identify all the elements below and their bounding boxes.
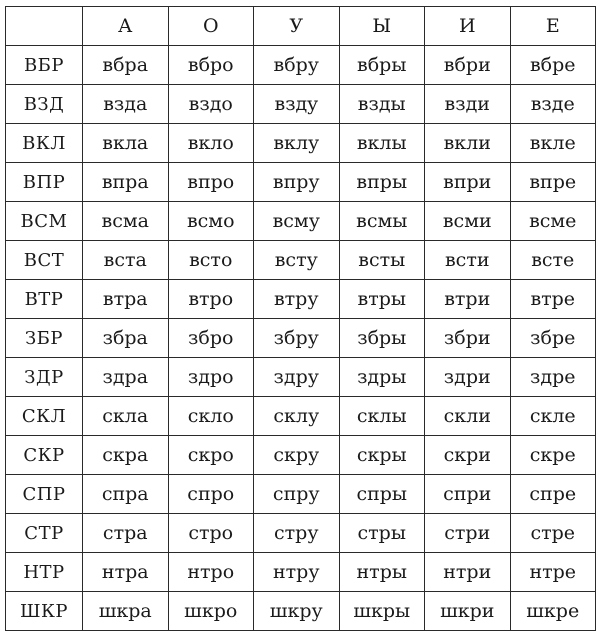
consonant-cluster-label: ВБР — [6, 46, 83, 85]
consonant-cluster-label: ВЗД — [6, 85, 83, 124]
syllable-cell: здри — [425, 358, 511, 397]
syllable-cell: вкле — [510, 124, 596, 163]
syllable-cell: взде — [510, 85, 596, 124]
table-row — [6, 85, 596, 124]
syllable-cell: вбре — [510, 46, 596, 85]
syllable-cell: всте — [510, 241, 596, 280]
syllable-cell: шкры — [339, 592, 425, 631]
syllable-cell: скле — [510, 397, 596, 436]
table-row — [6, 46, 596, 85]
syllable-cell: втры — [339, 280, 425, 319]
table-row — [6, 514, 596, 553]
consonant-cluster-label: СПР — [6, 475, 83, 514]
syllable-cell: шкру — [254, 592, 340, 631]
consonant-cluster-label: ВТР — [6, 280, 83, 319]
syllable-cell: впри — [425, 163, 511, 202]
syllable-cell: збру — [254, 319, 340, 358]
syllable-cell: впру — [254, 163, 340, 202]
syllable-cell: скри — [425, 436, 511, 475]
syllable-cell: збра — [83, 319, 169, 358]
syllable-cell: шкро — [168, 592, 254, 631]
syllable-cell: втри — [425, 280, 511, 319]
syllable-cell: шкра — [83, 592, 169, 631]
syllable-cell: стры — [339, 514, 425, 553]
table-row — [6, 319, 596, 358]
vowel-header: У — [254, 7, 340, 46]
header-row — [6, 7, 596, 46]
consonant-cluster-label: СКЛ — [6, 397, 83, 436]
syllable-cell: вcти — [425, 241, 511, 280]
syllable-cell: здра — [83, 358, 169, 397]
syllable-cell: спра — [83, 475, 169, 514]
consonant-cluster-label: СКР — [6, 436, 83, 475]
syllable-cell: скре — [510, 436, 596, 475]
syllable-table — [5, 6, 596, 631]
syllable-cell: вбро — [168, 46, 254, 85]
syllable-cell: здро — [168, 358, 254, 397]
vowel-header: И — [425, 7, 511, 46]
table-row — [6, 163, 596, 202]
syllable-cell: вклу — [254, 124, 340, 163]
syllable-cell: втре — [510, 280, 596, 319]
syllable-cell: здры — [339, 358, 425, 397]
syllable-cell: вбры — [339, 46, 425, 85]
syllable-cell: взди — [425, 85, 511, 124]
table-row — [6, 202, 596, 241]
table-row — [6, 475, 596, 514]
syllable-cell: всмы — [339, 202, 425, 241]
syllable-cell: вста — [83, 241, 169, 280]
syllable-cell: взда — [83, 85, 169, 124]
table-row — [6, 280, 596, 319]
consonant-cluster-label: СТР — [6, 514, 83, 553]
syllable-cell: спро — [168, 475, 254, 514]
syllable-cell: вбри — [425, 46, 511, 85]
syllable-cell: спру — [254, 475, 340, 514]
consonant-cluster-label: ВПР — [6, 163, 83, 202]
syllable-cell: стре — [510, 514, 596, 553]
syllable-cell: взды — [339, 85, 425, 124]
syllable-cell: вздy — [254, 85, 340, 124]
syllable-cell: спри — [425, 475, 511, 514]
syllable-cell: здру — [254, 358, 340, 397]
syllable-cell: вздо — [168, 85, 254, 124]
syllable-cell: всми — [425, 202, 511, 241]
syllable-cell: нтре — [510, 553, 596, 592]
syllable-cell: нтри — [425, 553, 511, 592]
syllable-cell: всме — [510, 202, 596, 241]
syllable-cell: скло — [168, 397, 254, 436]
table-row — [6, 553, 596, 592]
syllable-cell: вкли — [425, 124, 511, 163]
syllable-cell: впро — [168, 163, 254, 202]
syllable-cell: втру — [254, 280, 340, 319]
syllable-cell: збры — [339, 319, 425, 358]
syllable-cell: спре — [510, 475, 596, 514]
syllable-cell: втро — [168, 280, 254, 319]
syllable-cell: вбру — [254, 46, 340, 85]
syllable-cell: всто — [168, 241, 254, 280]
syllable-cell: вбра — [83, 46, 169, 85]
syllable-cell: всму — [254, 202, 340, 241]
syllable-cell: збри — [425, 319, 511, 358]
vowel-header: Е — [510, 7, 596, 46]
vowel-header: О — [168, 7, 254, 46]
syllable-cell: втра — [83, 280, 169, 319]
syllable-cell: всма — [83, 202, 169, 241]
syllable-cell: вcты — [339, 241, 425, 280]
syllable-cell: впры — [339, 163, 425, 202]
consonant-cluster-label: ВСТ — [6, 241, 83, 280]
syllable-cell: вкло — [168, 124, 254, 163]
table-row — [6, 358, 596, 397]
syllable-cell: впра — [83, 163, 169, 202]
syllable-cell: скру — [254, 436, 340, 475]
syllable-cell: склы — [339, 397, 425, 436]
table-row — [6, 397, 596, 436]
consonant-cluster-label: ВСМ — [6, 202, 83, 241]
vowel-header: Ы — [339, 7, 425, 46]
syllable-cell: вклы — [339, 124, 425, 163]
vowel-header: А — [83, 7, 169, 46]
syllable-cell: впре — [510, 163, 596, 202]
syllable-cell: нтры — [339, 553, 425, 592]
consonant-cluster-label: НТР — [6, 553, 83, 592]
syllable-cell: стра — [83, 514, 169, 553]
consonant-cluster-label: ЗБР — [6, 319, 83, 358]
syllable-cell: збре — [510, 319, 596, 358]
table-row — [6, 241, 596, 280]
syllable-cell: всту — [254, 241, 340, 280]
syllable-cell: стру — [254, 514, 340, 553]
syllable-cell: шкре — [510, 592, 596, 631]
table-row — [6, 436, 596, 475]
table-row — [6, 592, 596, 631]
syllable-cell: нтро — [168, 553, 254, 592]
syllable-cell: вкла — [83, 124, 169, 163]
syllable-cell: стри — [425, 514, 511, 553]
syllable-cell: скла — [83, 397, 169, 436]
syllable-cell: скро — [168, 436, 254, 475]
table-body — [6, 46, 596, 631]
syllable-cell: скра — [83, 436, 169, 475]
syllable-cell: всмо — [168, 202, 254, 241]
syllable-cell: нтру — [254, 553, 340, 592]
syllable-cell: скли — [425, 397, 511, 436]
corner-cell — [6, 7, 83, 46]
syllable-cell: склу — [254, 397, 340, 436]
consonant-cluster-label: ЗДР — [6, 358, 83, 397]
syllable-cell: стро — [168, 514, 254, 553]
syllable-cell: нтра — [83, 553, 169, 592]
syllable-cell: здре — [510, 358, 596, 397]
consonant-cluster-label: ВКЛ — [6, 124, 83, 163]
syllable-cell: збро — [168, 319, 254, 358]
consonant-cluster-label: ШКР — [6, 592, 83, 631]
syllable-cell: шкри — [425, 592, 511, 631]
table-row — [6, 124, 596, 163]
syllable-cell: скры — [339, 436, 425, 475]
syllable-cell: спры — [339, 475, 425, 514]
